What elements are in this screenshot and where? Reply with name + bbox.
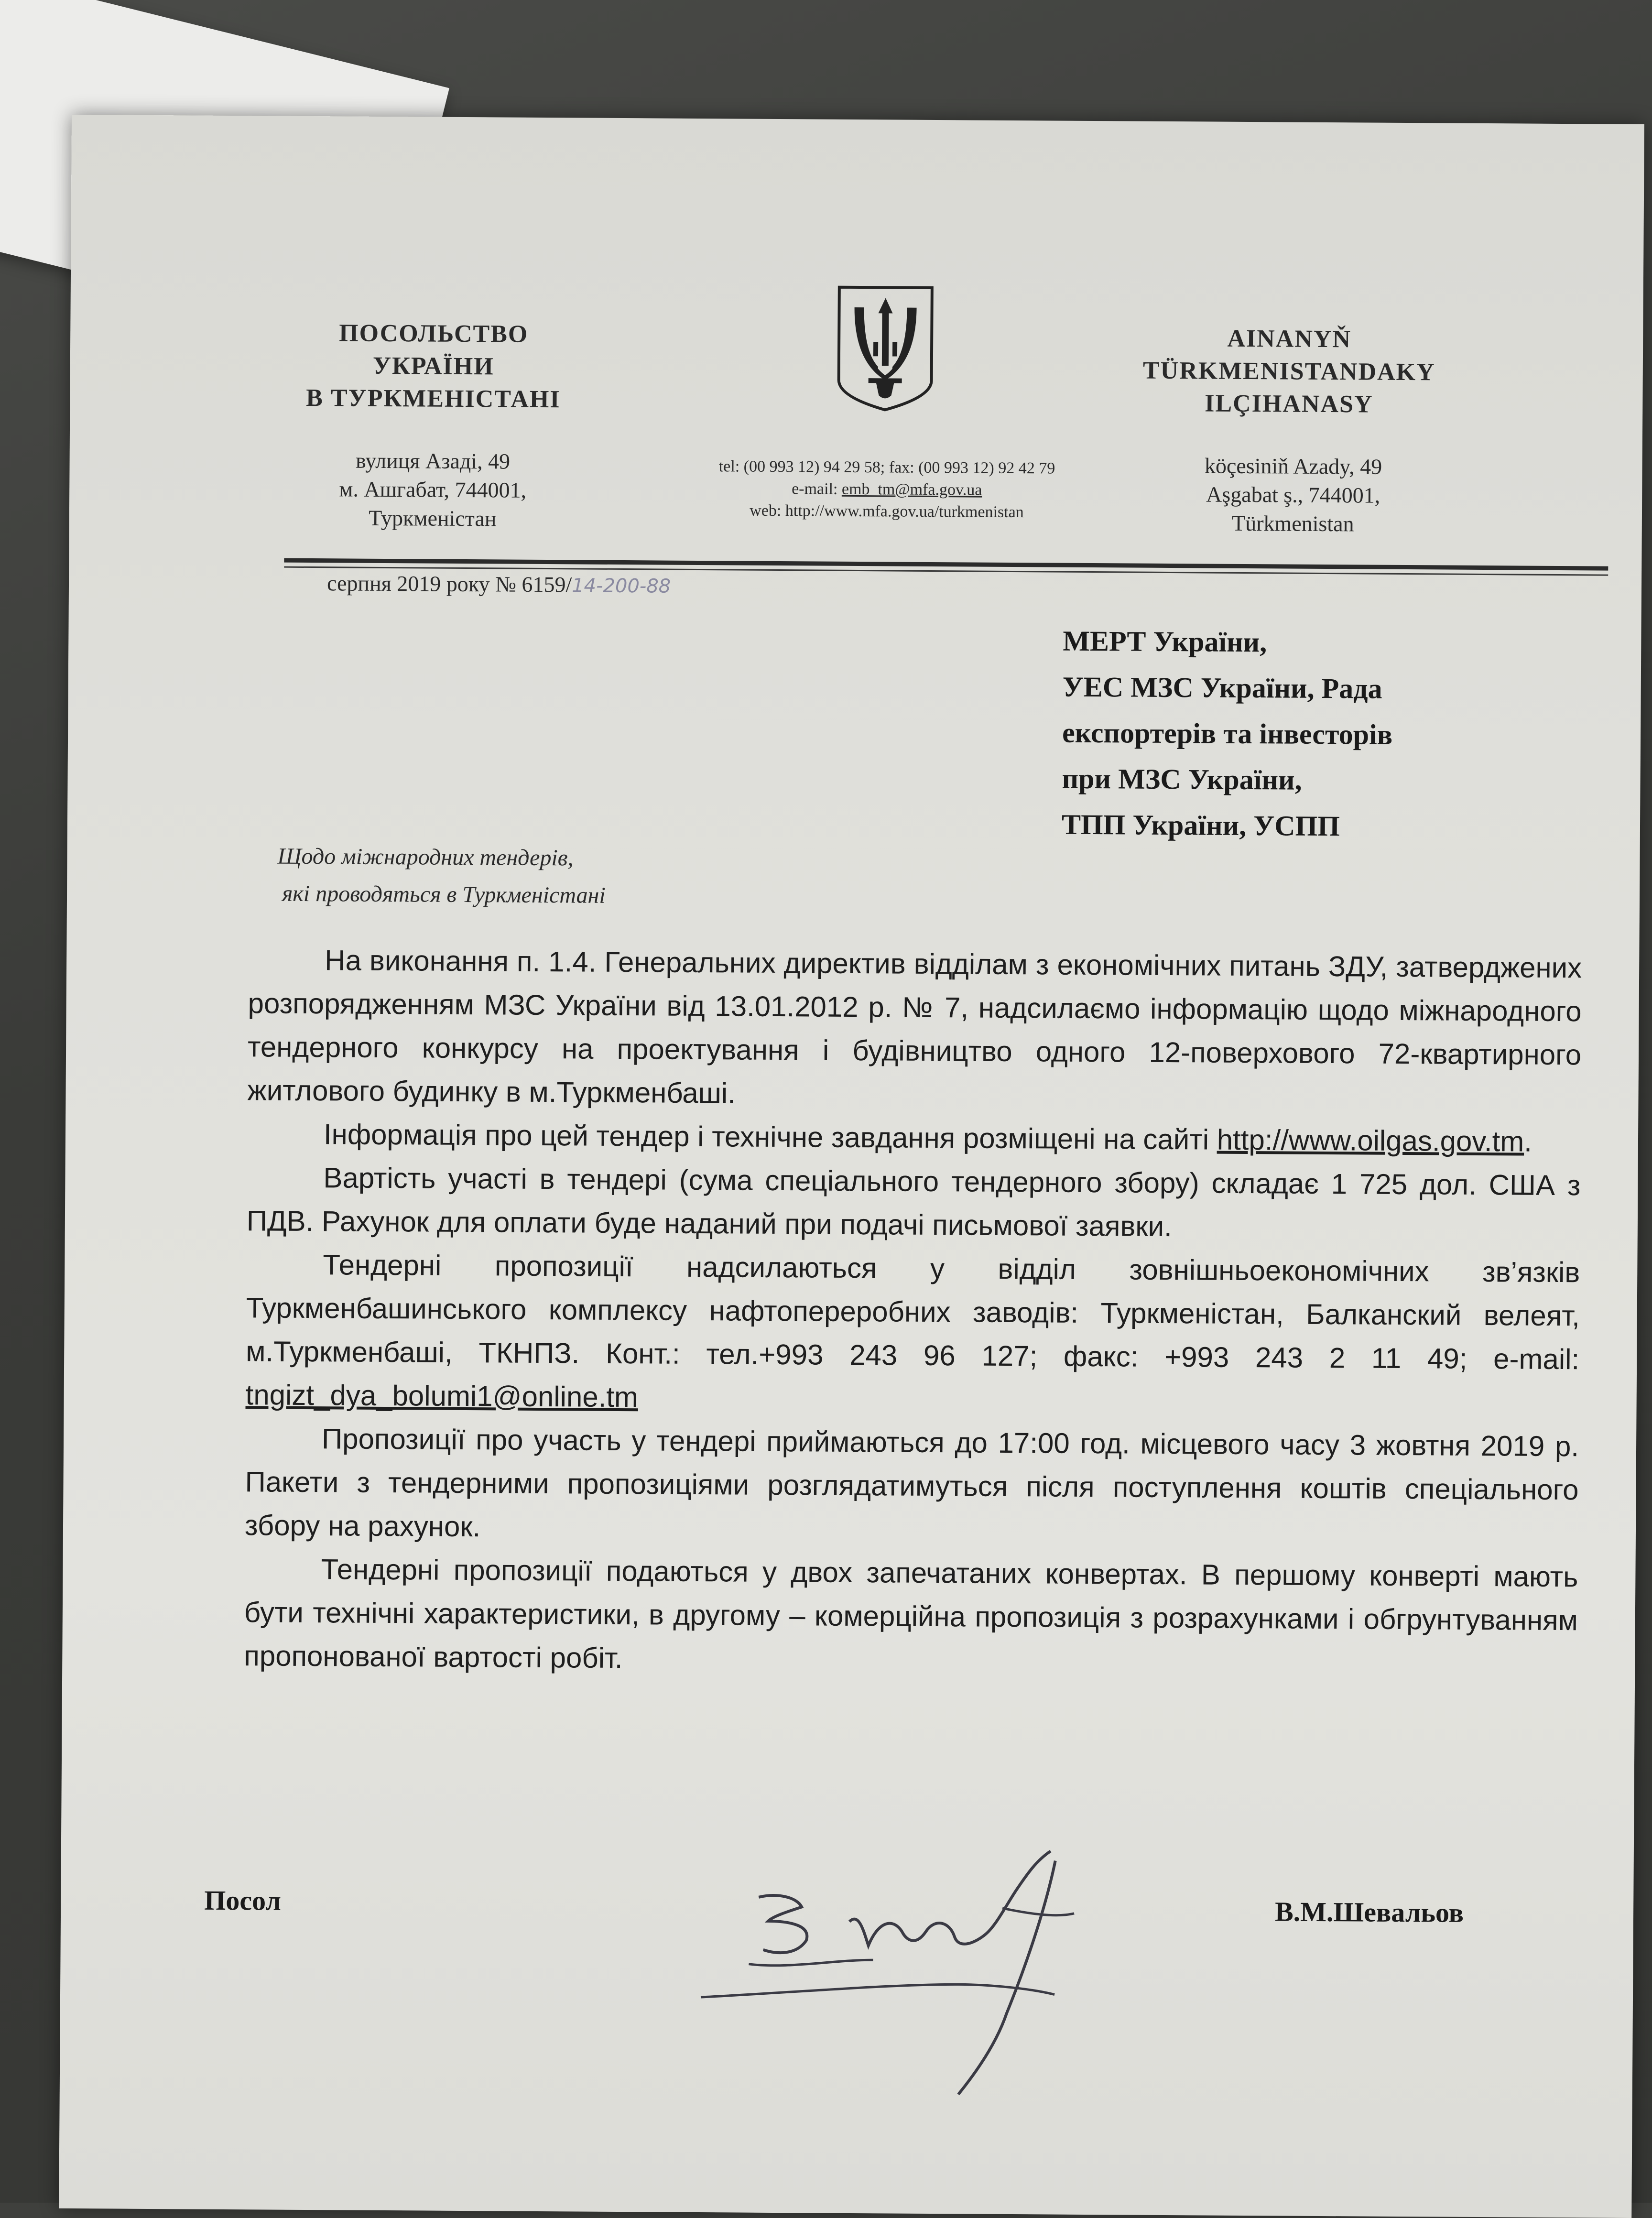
addressee-block: МЕРТ України, УЕС МЗС України, Рада експортерів та інвесторів при МЗС України, ТПП України, УСПП bbox=[1061, 625, 1393, 842]
trident-coat-of-arms-icon bbox=[835, 284, 936, 414]
handwritten-reference: 14-200-88 bbox=[572, 575, 671, 598]
subject-line: Щодо міжнародних тендерів, які проводяться в Туркменістані bbox=[277, 843, 606, 908]
embassy-address-ua: вулиця Азаді, 49 м. Ашгабат, 744001, Туркменістан bbox=[339, 448, 527, 531]
paragraph-2: Інформація про цей тендер і технічне завдання розміщені на сайті http://www.oilgas.gov.tm. bbox=[323, 1118, 1532, 1158]
paragraph-6: Тендерні пропозиції подаються у двох запечатаних конвертах. В першому конверті мають бути технічні характеристики, в другому – комерційна пропозиція з розрахунками і обгрунтуванням пропонованої вартості робіт. bbox=[244, 1553, 1578, 1674]
embassy-email-link[interactable]: emb_tm@mfa.gov.ua bbox=[841, 480, 982, 499]
embassy-address-tm: köçesiniň Azady, 49 Aşgabat ş., 744001, Türkmenistan bbox=[1204, 453, 1382, 536]
letter-page bbox=[59, 115, 1644, 2218]
signer-name: В.М.Шевальов bbox=[1274, 1896, 1464, 1928]
signer-position: Посол bbox=[204, 1884, 282, 1916]
oilgas-link[interactable]: http://www.oilgas.gov.tm bbox=[1217, 1123, 1524, 1158]
phone-fax: tel: (00 993 12) 94 29 58; fax: (00 993 12) 92 42 79 bbox=[718, 457, 1055, 478]
dateline: серпня 2019 року № 6159/14-200-88 bbox=[326, 571, 671, 598]
paragraph-5: Пропозиції про участь у тендері приймаються до 17:00 год. місцевого часу 3 жовтня 2019 р. Пакети з тендерними пропозиціями розглядатимуться після поступлення коштів спеціального збору на рахунок. bbox=[244, 1423, 1579, 1543]
email-line: e-mail: emb_tm@mfa.gov.ua bbox=[792, 480, 982, 499]
paragraph-3: Вартість участі в тендері (сума спеціального тендерного збору) складає 1 725 дол. США з ПДВ. Рахунок для оплати буде наданий при подачі письмової заявки. bbox=[246, 1162, 1581, 1243]
tender-email-link[interactable]: tngizt_dya_bolumi1@online.tm bbox=[245, 1379, 639, 1413]
paragraph-1: На виконання п. 1.4. Генеральних директив відділам з економічних питань ЗДУ, затверджених розпорядженням МЗС України від 13.01.2012 р. № 7, надсилаємо інформацію щодо міжнародного тендерного конкурсу на проектування і будівництво одного 12-поверхового 72-квартирного житлового будинку в м.Туркменбаші. bbox=[247, 944, 1582, 1109]
embassy-title-ua: ПОСОЛЬСТВО УКРАЇНИ В ТУРКМЕНІСТАНІ bbox=[306, 319, 561, 413]
embassy-title-tm: AINANYŇ TÜRKMENISTANDAKY ILÇIHANASY bbox=[1142, 325, 1435, 418]
handwritten-signature-icon bbox=[691, 1839, 1170, 2110]
paragraph-4: Тендерні пропозиції надсилаються у відділ зовнішньоекономічних зв’язків Туркменбашинського комплексу нафтопереробних заводів: Туркменістан, Балканский велеят, м.Туркменбаші, ТКНПЗ. Конт.: тел.+993 243 96 127; факс: +993 243 2 11 49; e-mail: tngizt_dya_bolumi1@online.tm bbox=[245, 1249, 1580, 1413]
contact-block bbox=[648, 455, 1126, 524]
letter-body bbox=[244, 938, 1582, 1685]
web-line[interactable]: web: http://www.mfa.gov.ua/turkmenistan bbox=[750, 501, 1024, 522]
